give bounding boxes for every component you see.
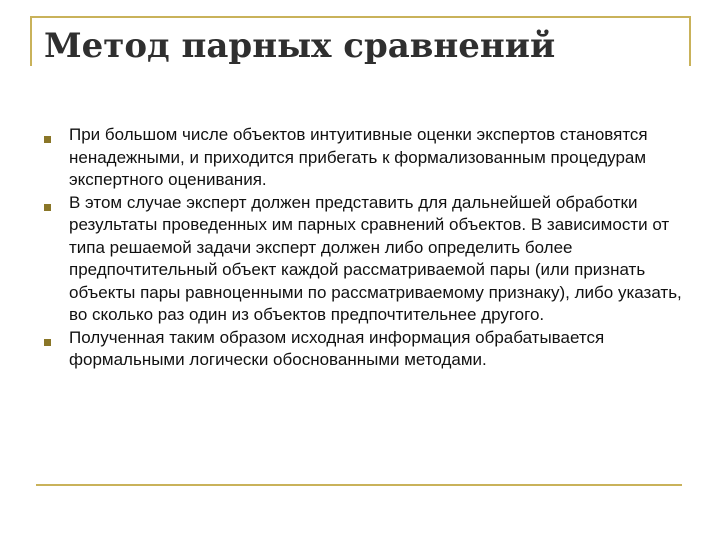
square-bullet-icon: [44, 204, 51, 211]
right-corner-line: [689, 16, 691, 66]
bottom-divider-line: [36, 484, 682, 486]
bullet-text: В этом случае эксперт должен представить для дальнейшей обработки результаты проведенных им парных сравнений объектов. В зависимости от типа решаемой задачи эксперт должен либо определить более предпочтительный объект каждой рассматриваемой пары (или признать объекты пары равноценными по рассматриваемому признаку), либо указать, во сколько раз один из объектов предпочтительнее другого.: [69, 192, 682, 324]
bullet-item: [44, 124, 684, 192]
bullet-item: [44, 327, 684, 372]
square-bullet-icon: [44, 136, 51, 143]
top-divider-line: [30, 16, 690, 18]
bullet-text: Полученная таким образом исходная информация обрабатывается формальными логически обоснованными методами.: [69, 327, 605, 369]
left-corner-line: [30, 16, 32, 66]
bullet-list: [44, 124, 684, 372]
square-bullet-icon: [44, 339, 51, 346]
bullet-text: При большом числе объектов интуитивные оценки экспертов становятся ненадежными, и приходится прибегать к формализованным процедурам экспертного оценивания.: [69, 125, 648, 189]
slide-title: Метод парных сравнений: [44, 26, 556, 66]
bullet-item: [44, 192, 684, 327]
